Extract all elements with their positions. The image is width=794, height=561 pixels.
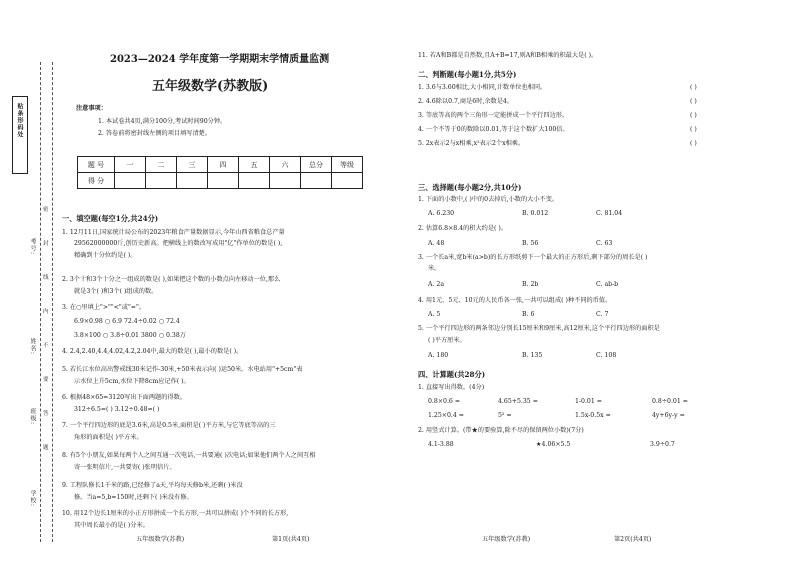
score-header-cell: 五 — [239, 157, 270, 173]
s4-calc-1: 4.1-3.88 — [428, 441, 454, 448]
s3-q5-opt-b: B. 135 — [522, 352, 543, 359]
score-header-cell: 总分 — [301, 157, 332, 173]
section1-line: 2. 3个十和3个十分之一组成的数是( ),如果把这个数的小数点向左移动一位,那么 — [62, 276, 281, 283]
footer-left-page: 第1页(共4页) — [272, 536, 310, 543]
s4-calc-3: 3.9÷0.7 — [650, 441, 675, 448]
subject-title: 五年级数学(苏教版) — [152, 79, 269, 94]
section4-title: 四、计算题(共28分) — [418, 370, 486, 379]
footer-right-page: 第2页(共4页) — [614, 536, 652, 543]
score-cell[interactable] — [332, 173, 363, 189]
s3-q2-opt-b: B. 56 — [522, 240, 539, 247]
score-header-cell: 三 — [177, 157, 208, 173]
score-header-cell: 二 — [146, 157, 177, 173]
s3-q3-opt-a: A. 2a — [428, 281, 445, 288]
s4-row2-c1: 1.25×0.4 = — [428, 412, 464, 419]
seal-char: 密 — [43, 207, 49, 213]
section1-line: 修。当a=5,b=150时,还剩下( )米没有修。 — [74, 494, 193, 501]
s3-q3-line2: 米。 — [428, 265, 441, 272]
score-header-cell: 题 号 — [78, 157, 115, 173]
s3-q4-opt-b: B. 6 — [522, 311, 535, 318]
class-label: 班级: — [29, 408, 36, 426]
s3-q5-opt-c: C. 108 — [596, 352, 617, 359]
judgement-answer-paren[interactable]: ( ) — [690, 84, 697, 91]
s4-row1-c3: 1-0.01 = — [575, 398, 602, 405]
judgement-item: 2. 4.6除以0.7,商是6时,余数是4。 — [418, 98, 514, 105]
notes-item-2: 2. 答卷前将密封线左侧的项目填写清楚。 — [98, 130, 212, 137]
s4-row2-c2: 5² = — [498, 412, 512, 419]
score-cell[interactable] — [239, 173, 270, 189]
section1-line: 寄一张明信片,一共要寄( )张明信片。 — [74, 464, 176, 471]
s3-q3-opt-b: B. 2b — [522, 281, 539, 288]
judgement-item: 4. 一个不等于0的数除以0.01,等于这个数扩大100倍。 — [418, 126, 569, 133]
s4-sub2: 2. 用竖式计算。(带★的要验算,除不尽的保留两位小数)(7分) — [418, 427, 584, 434]
section1-q11: 11. 若A和B都是自然数,且A+B=17,则A和B相乘的积最大是( )。 — [418, 52, 598, 59]
s4-row1-c1: 0.8×0.6 = — [428, 398, 461, 405]
score-row-label: 得 分 — [78, 173, 115, 189]
score-cell[interactable] — [208, 173, 239, 189]
barcode-label: 贴条形码处 — [16, 103, 23, 138]
s3-q4-opt-a: A. 5 — [428, 311, 441, 318]
s3-q2-opt-a: A. 48 — [428, 240, 445, 247]
s3-q5-opt-a: A. 180 — [428, 352, 449, 359]
s3-q2: 2. 估算6.8×8.4的积大约是( )。 — [418, 225, 508, 232]
section1-line: 6. 根据48×65=3120写出下面两题的得数。 — [62, 394, 186, 401]
seal-char: 封 — [43, 241, 49, 247]
score-header-cell: 四 — [208, 157, 239, 173]
s4-row1-c4: 0.8÷0.01 = — [652, 398, 688, 405]
section1-line: 1. 12月11日,国家统计局公布的2023年粮食产量数据显示,今年山西省粮食总产量 — [62, 229, 285, 236]
score-cell[interactable] — [115, 173, 146, 189]
seal-char: 内 — [43, 309, 49, 315]
s3-q3-opt-c: C. ab-b — [596, 281, 619, 288]
judgement-answer-paren[interactable]: ( ) — [690, 140, 697, 147]
section1-line: 7. 一个平行四边形的底是3.6米,高是0.5米,面积是( )平方米,与它等底等高的三 — [62, 422, 276, 429]
s4-sub1: 1. 直接写出得数。(4分) — [418, 384, 485, 391]
score-cell[interactable] — [177, 173, 208, 189]
section1-line: 3.8×100 ○ 3.8÷0.01 3800 ○ 0.38万 — [74, 332, 186, 339]
section1-line: 其中周长最小的是( )分米。 — [74, 522, 149, 529]
judgement-item: 5. 2x表示2与x相乘,x²表示2个x相乘。 — [418, 140, 525, 147]
s3-q1-opt-a: A. 6.230 — [428, 210, 455, 217]
section1-line: 5. 若长江水位高出警戒线30米记作-30米,+50米表示向( )运50米。水电站用"+5cm"表 — [62, 366, 303, 373]
section3-title: 三、选择题(每小题2分,共10分) — [418, 183, 522, 192]
seal-char: 题 — [43, 445, 49, 451]
section1-title: 一、填空题(每空1分,共24分) — [62, 214, 159, 223]
footer-left-label: 五年级数学(苏教) — [136, 536, 185, 543]
s3-q5-line2: ( )平方厘米。 — [428, 337, 466, 344]
section1-line: 9. 工程队修长1千米的路,已经修了a天,平均每天修b米,还剩( )米没 — [62, 482, 243, 489]
score-header-cell: 等级 — [332, 157, 363, 173]
judgement-item: 3. 等底等高的两个三角形一定能拼成一个平行四边形。 — [418, 112, 569, 119]
section1-line: 10. 用12个边长1厘米的小正方形拼成一个长方形,一共可以拼成( )个不同的长方形, — [62, 510, 289, 517]
s3-q4-opt-c: C. 7 — [596, 311, 609, 318]
barcode-box — [12, 96, 28, 174]
score-cell[interactable] — [301, 173, 332, 189]
score-table-score-row — [78, 173, 363, 189]
score-table-header-row — [78, 157, 363, 173]
section1-line: 就是3个( )和3个( )组成的数。 — [74, 288, 158, 295]
score-header-cell: 六 — [270, 157, 301, 173]
notes-item-1: 1. 本试卷共4页,满分100分,考试时间90分钟。 — [98, 118, 227, 125]
section1-line: 精确到十分位约是( )。 — [74, 252, 137, 259]
s4-row2-c3: 1.5x-0.5x = — [575, 412, 611, 419]
judgement-answer-paren[interactable]: ( ) — [690, 126, 697, 133]
section1-line: 角形的面积是( )平方米。 — [74, 434, 143, 441]
seal-char: 不 — [43, 343, 49, 349]
s3-q1-opt-c: C. 81.04 — [596, 210, 623, 217]
judgement-answer-paren[interactable]: ( ) — [690, 112, 697, 119]
name-label: 姓名: — [29, 338, 36, 356]
section1-line: 8. 有5个小朋友,如果每两个人之间互通一次电话,一共要通( )次电话;如果他们两个人之间互相 — [62, 452, 316, 459]
seal-line-inner — [52, 62, 53, 542]
score-header-cell: 一 — [115, 157, 146, 173]
s3-q2-opt-c: C. 63 — [596, 240, 613, 247]
footer-right-label: 五年级数学(苏教) — [482, 536, 531, 543]
section1-line: 6.9×0.98 ○ 6.9 72.4÷0.02 ○ 72.4 — [74, 318, 180, 325]
section1-line: 312÷6.5=( ) 3.12÷0.48=( ) — [74, 406, 160, 413]
s3-q4: 4. 用1元、5元、10元的人民币各一张,一共可以组成( )种不同的币值。 — [418, 297, 612, 304]
section1-line: 3. 在○里填上">""<"或"="。 — [62, 304, 146, 311]
notes-heading: 注意事项： — [76, 105, 107, 112]
s3-q1-opt-b: B. 0.012 — [522, 210, 549, 217]
exam-title: 2023—2024 学年度第一学期期末学情质量监测 — [110, 54, 330, 65]
section2-title: 二、判断题(每小题1分,共5分) — [418, 70, 517, 79]
section1-line: 29562000000斤,创历史新高。把横线上的数改写成用"亿"作单位的数是( ), — [74, 240, 283, 247]
judgement-item: 1. 3.6与3.60相比,大小相同,计数单位也相同。 — [418, 84, 547, 91]
section1-line: 4. 2.4,2.40,4.4,4.02,4.2,2.04中,最大的数是( ),最小的数是( )。 — [62, 348, 243, 355]
s4-row2-c4: 4y+6y-y = — [652, 412, 685, 419]
s4-calc-2: ★4.06×5.5 — [536, 441, 571, 448]
score-table — [77, 156, 363, 189]
s3-q5-line1: 5. 一个平行四边形的两条邻边分别长15厘米和9厘米,高12厘米,这个平行四边形的面积是 — [418, 325, 660, 332]
seal-char: 答 — [43, 411, 49, 417]
judgement-answer-paren[interactable]: ( ) — [690, 98, 697, 105]
s3-q1: 1. 下面的小数中,( )中的0去掉后,小数的大小不变。 — [418, 196, 559, 203]
score-cell[interactable] — [270, 173, 301, 189]
school-label: 学校: — [29, 490, 36, 508]
section1-line: 示水位上升5cm,水位下降8cm应记作( )。 — [74, 378, 190, 385]
exam-no-label: 考号: — [29, 238, 36, 256]
seal-char: 要 — [43, 377, 49, 383]
s3-q3-line1: 3. 一个长a米,宽b米(a>b)的长方形纸剪下一个最大的正方形后,剩下部分的周长是( ) — [418, 254, 648, 261]
s4-row1-c2: 4.65+5.35 = — [498, 398, 538, 405]
seal-line-outer — [40, 62, 41, 542]
score-cell[interactable] — [146, 173, 177, 189]
seal-char: 线 — [43, 275, 49, 281]
